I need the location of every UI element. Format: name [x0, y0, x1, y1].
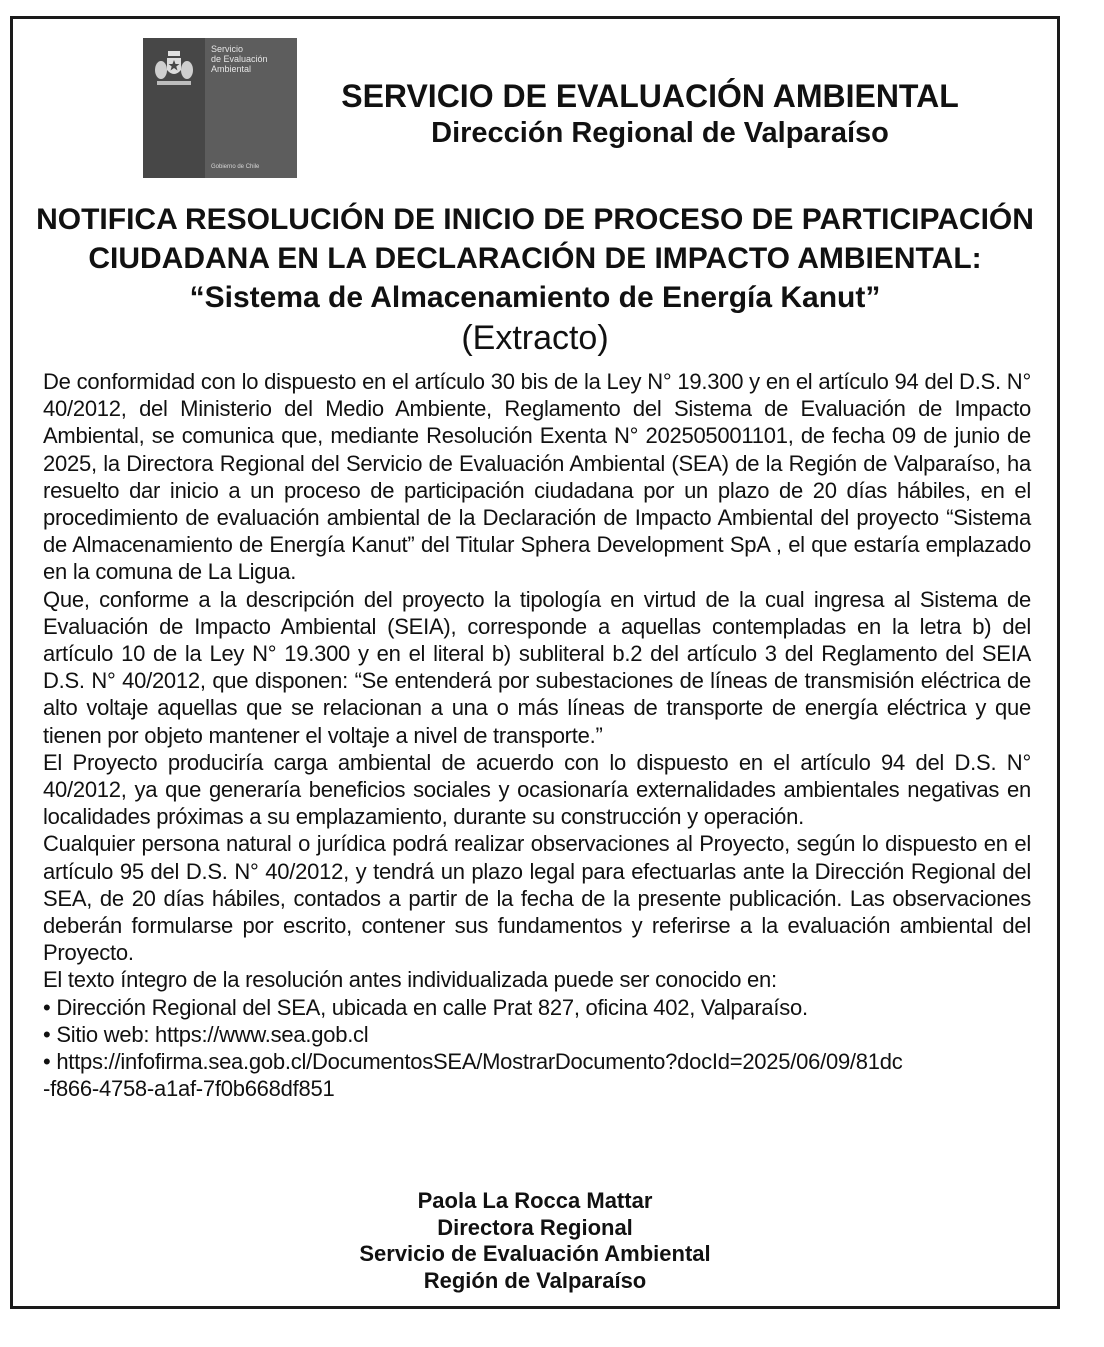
logo-footer: Gobierno de Chile — [211, 164, 260, 170]
sea-logo — [143, 38, 297, 178]
project-name: “Sistema de Almacenamiento de Energía Kanut” — [189, 281, 881, 314]
bullet-office: • Dirección Regional del SEA, ubicada en calle Prat 827, oficina 402, Valparaíso. — [43, 994, 808, 1020]
bullet-document-link: • https://infofirma.sea.gob.cl/DocumentosSEA/MostrarDocumento?docId=2025/06/09/81dc — [43, 1049, 903, 1075]
header-region: Dirección Regional de Valparaíso — [431, 117, 889, 149]
paragraph-5: El texto íntegro de la resolución antes individualizada puede ser conocido en: — [43, 967, 777, 993]
bullet-website: • Sitio web: https://www.sea.gob.cl — [43, 1021, 369, 1047]
chile-coat-of-arms-icon — [153, 48, 195, 86]
logo-text — [211, 44, 268, 74]
paragraph-1: De conformidad con lo dispuesto en el artículo 30 bis de la Ley N° 19.300 y en el artículo 94 del D.S. N° 40/2012, del Ministerio del Medio Ambiente, Reglamento del Sistema de Evaluación de Impacto Ambiental, se comunica que, mediante Resolución Exenta N° 202505001101, de fecha 09 de junio de 2025, la Directora Regional del Servicio de Evaluación Ambiental (SEA) de la Región de Valparaíso, ha resuelto dar inicio a un proceso de participación ciudadana por un plazo de 20 días hábiles, en el procedimiento de evaluación ambiental de la Declaración de Impacto Ambiental del proyecto “Sistema de Almacenamiento de Energía Kanut” del Titular Sphera Development SpA , el que estaría emplazado en la comuna de La Ligua. — [43, 369, 1031, 585]
header-org: SERVICIO DE EVALUACIÓN AMBIENTAL — [341, 78, 959, 114]
title-line-1: NOTIFICA RESOLUCIÓN DE INICIO DE PROCESO DE PARTICIPACIÓN — [36, 203, 1034, 236]
notice-title — [20, 200, 1050, 317]
signer-role: Directora Regional — [437, 1214, 633, 1240]
bullet-document-link-cont: -f866-4758-a1af-7f0b668df851 — [43, 1076, 335, 1102]
title-line-2: CIUDADANA EN LA DECLARACIÓN DE IMPACTO AMBIENTAL: — [88, 242, 982, 275]
signature-block — [270, 1188, 800, 1294]
logo-line-3: Ambiental — [211, 64, 252, 74]
extract-label: (Extracto) — [461, 319, 609, 357]
notice-body — [43, 368, 1031, 1102]
signer-name: Paola La Rocca Mattar — [417, 1188, 653, 1213]
logo-line-2: de Evaluación — [211, 54, 268, 64]
logo-line-1: Servicio — [211, 44, 244, 54]
signer-org: Servicio de Evaluación Ambiental — [359, 1241, 711, 1266]
paragraph-2: Que, conforme a la descripción del proyecto la tipología en virtud de la cual ingresa al Sistema de Evaluación de Impacto Ambiental (SEIA), corresponde a aquellas contempladas en la letra b) del artículo 10 de la Ley N° 19.300 y en el literal b) subliteral b.2 del artículo 3 del Reglamento del SEIA D.S. N° 40/2012, que disponen: “Se entenderá por subestaciones de líneas de transmisión eléctrica de alto voltaje aquellas que se relacionan a una o más líneas de transporte de energía eléctrica y que tienen por objeto mantener el voltaje a nivel de transporte.” — [43, 586, 1031, 748]
signer-region: Región de Valparaíso — [423, 1267, 647, 1293]
paragraph-3: El Proyecto produciría carga ambiental de acuerdo con lo dispuesto en el artículo 94 del D.S. N° 40/2012, ya que generaría beneficios sociales y ocasionaría externalidades ambientales negativas en localidades próximas a su emplazamiento, durante su construcción y operación. — [43, 749, 1031, 830]
paragraph-4: Cualquier persona natural o jurídica podrá realizar observaciones al Proyecto, según lo dispuesto en el artículo 95 del D.S. N° 40/2012, y tendrá un plazo legal para efectuarlas ante la Dirección Regional del SEA, de 20 días hábiles, contados a partir de la fecha de la presente publicación. Las observaciones deberán formularse por escrito, contener sus fundamentos y referirse a la evaluación ambiental del Proyecto. — [43, 831, 1031, 966]
